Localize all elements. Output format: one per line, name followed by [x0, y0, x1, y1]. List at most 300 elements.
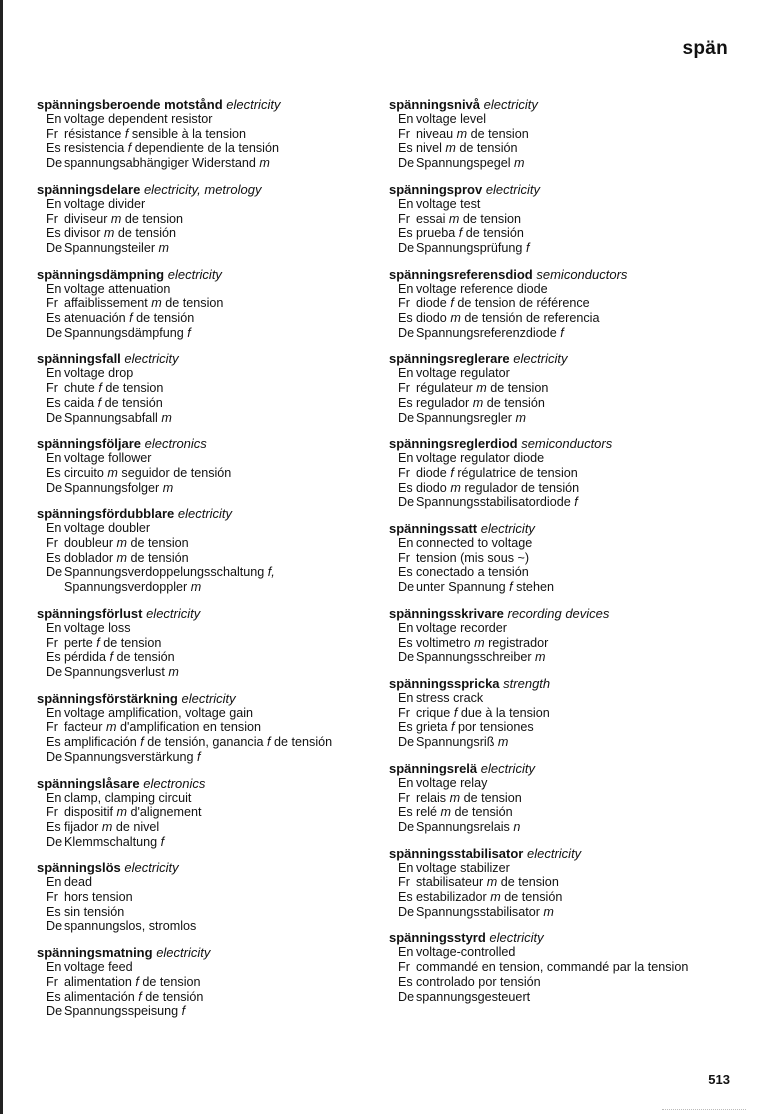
- grammatical-gender: f,: [267, 565, 275, 580]
- translation-term: Spannungsverdoppelungsschaltung: [64, 565, 265, 580]
- entry-term: spänningsrelä: [389, 760, 478, 776]
- translation-continuation: de tension: [105, 381, 164, 396]
- grammatical-gender: f: [453, 705, 458, 720]
- translation-text: [416, 735, 729, 750]
- language-code: Fr: [398, 960, 410, 975]
- language-code: Fr: [398, 296, 410, 311]
- grammatical-gender: m: [486, 875, 498, 890]
- translation-text: [64, 720, 367, 735]
- language-code: De: [46, 834, 63, 849]
- translation-text: [416, 565, 729, 580]
- translation-text: [64, 990, 367, 1005]
- translation-term: Spannungsregler: [416, 410, 512, 425]
- translation-text: [416, 481, 729, 496]
- grammatical-gender: f: [451, 720, 455, 735]
- language-code: En: [398, 196, 414, 211]
- dictionary-entry: [389, 351, 729, 425]
- translation-term: caida: [64, 395, 95, 410]
- translation-text: [64, 665, 367, 680]
- grammatical-gender: m: [106, 720, 117, 735]
- translation-row: [37, 665, 367, 680]
- translation-continuation: de tensión: [459, 141, 518, 156]
- translation-term: prueba: [416, 226, 456, 241]
- language-code: En: [46, 960, 62, 975]
- language-code: En: [46, 451, 62, 466]
- translation-term: spannungslos, stromlos: [64, 919, 197, 934]
- entry-term: spänningsdelare: [37, 181, 141, 197]
- translation-term: voltage attenuation: [64, 281, 171, 296]
- language-code: De: [398, 735, 415, 750]
- language-code: De: [46, 156, 63, 171]
- language-code: En: [46, 620, 62, 635]
- translation-continuation: seguidor de tensión: [121, 465, 232, 480]
- translation-term: tension (mis sous ~): [416, 550, 530, 565]
- grammatical-gender: m: [456, 126, 468, 141]
- entry-headword-line: [389, 676, 729, 691]
- entry-subject-field: electricity: [177, 506, 233, 522]
- entry-headword-line: [37, 606, 367, 621]
- entry-headword-line: [389, 606, 729, 621]
- language-code: Fr: [46, 211, 58, 226]
- translation-term: voltage divider: [64, 196, 146, 211]
- translation-text: [416, 706, 729, 721]
- entry-subject-field: electricity: [146, 605, 201, 621]
- translation-row: [37, 1004, 367, 1019]
- translation-row: [389, 296, 729, 311]
- entry-headword-line: [389, 351, 729, 366]
- translation-text: [416, 990, 729, 1005]
- translation-continuation: de tensión: [465, 226, 524, 241]
- language-code: De: [46, 749, 63, 764]
- language-code: De: [46, 664, 63, 679]
- translation-row: [389, 890, 729, 905]
- translation-text: [64, 621, 367, 636]
- translation-term: facteur: [64, 720, 103, 735]
- translation-text: [416, 650, 729, 665]
- language-code: Es: [46, 904, 61, 919]
- translation-row: [37, 975, 367, 990]
- translation-text: [416, 820, 729, 835]
- translation-term: voltage reference diode: [416, 281, 548, 296]
- grammatical-gender: f: [135, 974, 139, 989]
- translation-row: [389, 791, 729, 806]
- translation-row: [389, 311, 729, 326]
- grammatical-gender: f: [96, 635, 100, 650]
- entry-term: spänningssatt: [389, 521, 478, 537]
- grammatical-gender: m: [535, 650, 546, 665]
- translation-text: [64, 890, 367, 905]
- language-code: Es: [398, 635, 413, 650]
- translation-text: [64, 212, 367, 227]
- dictionary-entry: [389, 606, 729, 665]
- translation-term: diodo: [416, 311, 447, 326]
- grammatical-gender: m: [110, 211, 122, 226]
- translation-text: [64, 835, 367, 850]
- translation-row: [37, 226, 367, 241]
- language-code: Fr: [46, 974, 58, 989]
- language-code: En: [46, 196, 62, 211]
- translation-row: [37, 481, 367, 496]
- entry-headword-line: [389, 267, 729, 282]
- entry-subject-field: electricity: [483, 97, 538, 112]
- translation-continuation: de nivel: [115, 819, 160, 834]
- translation-continuation: d'amplification en tension: [120, 720, 262, 735]
- entry-term: spänningsberoende motstånd: [37, 97, 223, 112]
- translation-row: [389, 127, 729, 142]
- translation-row: [389, 112, 729, 127]
- dictionary-entry: [37, 436, 367, 495]
- language-code: En: [398, 775, 414, 790]
- translation-text: [64, 636, 367, 651]
- language-code: De: [398, 650, 415, 665]
- grammatical-gender: f: [138, 989, 142, 1004]
- translation-text: [64, 112, 367, 127]
- translation-text: [64, 396, 367, 411]
- translation-continuation: d'alignement: [130, 805, 202, 820]
- entry-term: spänningsfördubblare: [37, 506, 175, 522]
- translation-text: [64, 366, 367, 381]
- entry-subject-field: electronics: [144, 436, 207, 452]
- translation-text: [64, 466, 367, 481]
- translation-term: voltage relay: [416, 775, 488, 790]
- language-code: Fr: [46, 296, 58, 311]
- dictionary-entry: [389, 930, 729, 1004]
- translation-row: [37, 919, 367, 934]
- entry-term: spänningsskrivare: [389, 605, 504, 621]
- language-code: Fr: [398, 126, 410, 141]
- language-code: De: [398, 410, 415, 425]
- translation-term: crique: [416, 705, 451, 720]
- translation-term: stabilisateur: [416, 875, 484, 890]
- translation-continuation: régulatrice de tension: [457, 465, 578, 480]
- entry-subject-field: electricity: [156, 945, 211, 961]
- entry-term: spänningsreglerdiod: [389, 436, 518, 452]
- translation-term: alimentación: [64, 989, 135, 1004]
- translation-text: [64, 706, 367, 721]
- grammatical-gender: m: [107, 465, 118, 480]
- translation-text: [416, 156, 729, 171]
- language-code: Fr: [398, 381, 410, 396]
- translation-text: [416, 282, 729, 297]
- translation-text: [64, 975, 367, 990]
- translation-row: [37, 791, 367, 806]
- translation-row: [37, 141, 367, 156]
- translation-row: [389, 706, 729, 721]
- grammatical-gender: m: [103, 226, 115, 241]
- translation-term: alimentation: [64, 974, 132, 989]
- translation-term: essai: [416, 211, 446, 226]
- footer-dotted-rule: [662, 1109, 746, 1110]
- translation-text: [416, 975, 729, 990]
- dictionary-entry: [37, 860, 367, 934]
- right-column: [389, 97, 729, 1015]
- translation-text: [64, 197, 367, 212]
- entry-subject-field: electricity: [480, 760, 535, 776]
- translation-row: [389, 326, 729, 341]
- translation-row: [389, 861, 729, 876]
- language-code: Es: [398, 226, 413, 241]
- translation-text: [416, 945, 729, 960]
- translation-term: stress crack: [416, 690, 484, 705]
- translation-row: [37, 311, 367, 326]
- translation-term: perte: [64, 635, 93, 650]
- grammatical-gender: m: [490, 890, 501, 905]
- dictionary-entry: [37, 945, 367, 1019]
- translation-row: [389, 551, 729, 566]
- translation-term: Spannungsriß: [416, 735, 495, 750]
- language-code: En: [398, 620, 414, 635]
- translation-continuation: de tension: [463, 790, 522, 805]
- translation-term: voltage dependent resistor: [64, 112, 213, 126]
- translation-text: [64, 296, 367, 311]
- grammatical-gender: m: [445, 141, 456, 156]
- grammatical-gender: f: [127, 141, 132, 156]
- entry-term: spänningslös: [37, 860, 121, 876]
- entry-subject-field: strength: [503, 675, 551, 691]
- translation-text: [64, 536, 367, 551]
- entry-headword-line: [389, 436, 729, 451]
- dictionary-entry: [37, 691, 367, 765]
- translation-text: [64, 1004, 367, 1019]
- dictionary-entry: [37, 97, 367, 171]
- translation-row: [389, 212, 729, 227]
- language-code: Es: [398, 805, 413, 820]
- translation-term: régulateur: [416, 381, 473, 396]
- language-code: En: [398, 690, 414, 705]
- grammatical-gender: m: [116, 805, 127, 820]
- entry-headword-line: [37, 182, 367, 197]
- translation-text: [416, 127, 729, 142]
- translation-text: [416, 621, 729, 636]
- translation-text: [64, 750, 367, 765]
- translation-row: [37, 650, 367, 665]
- grammatical-gender: m: [116, 536, 128, 551]
- language-code: En: [398, 366, 414, 381]
- grammatical-gender: m: [450, 311, 461, 326]
- translation-continuation: de tensión: [145, 989, 204, 1004]
- language-code: Fr: [398, 211, 410, 226]
- grammatical-gender: m: [497, 735, 509, 750]
- dictionary-entry: [389, 182, 729, 256]
- translation-text: [416, 551, 729, 566]
- entry-subject-field: electronics: [143, 775, 206, 791]
- language-code: De: [46, 325, 63, 340]
- language-code: Es: [398, 974, 413, 989]
- translation-row: [389, 536, 729, 551]
- grammatical-gender: m: [476, 381, 487, 396]
- translation-row: [37, 127, 367, 142]
- dictionary-entry: [389, 97, 729, 171]
- language-code: Es: [398, 890, 413, 905]
- language-code: Fr: [398, 790, 410, 805]
- language-code: Es: [398, 141, 413, 156]
- language-code: En: [398, 112, 414, 126]
- translation-row: [37, 521, 367, 536]
- translation-continuation: de tension: [103, 635, 162, 650]
- entry-term: spänningslåsare: [37, 775, 140, 791]
- translation-text: [64, 141, 367, 156]
- translation-row: [389, 197, 729, 212]
- translation-continuation: de tensión: [486, 395, 545, 410]
- translation-term: commandé en tension, commandé par la tension: [416, 960, 689, 975]
- translation-term: diode: [416, 296, 447, 311]
- translation-text: [416, 960, 729, 975]
- translation-text: [64, 282, 367, 297]
- translation-continuation: due à la tension: [460, 705, 550, 720]
- entry-subject-field: electricity: [513, 351, 568, 367]
- translation-row: [389, 411, 729, 426]
- translation-term: dispositif: [64, 805, 113, 820]
- grammatical-gender: m: [158, 240, 170, 255]
- translation-text: [64, 735, 367, 750]
- language-code: En: [398, 451, 414, 466]
- translation-row: [37, 905, 367, 920]
- translation-text: [64, 156, 367, 171]
- language-code: De: [46, 919, 63, 934]
- translation-term: conectado a tensión: [416, 565, 529, 580]
- entry-headword-line: [37, 267, 367, 282]
- grammatical-gender: m: [151, 296, 162, 311]
- translation-row: [37, 411, 367, 426]
- translation-text: [416, 396, 729, 411]
- translation-term: Spannungsteiler: [64, 240, 156, 255]
- translation-term: hors tension: [64, 890, 133, 905]
- translation-text: [64, 326, 367, 341]
- translation-row: [37, 565, 367, 594]
- running-header: spän: [682, 38, 728, 59]
- translation-row: [37, 212, 367, 227]
- translation-row: [389, 905, 729, 920]
- dictionary-entry: [37, 182, 367, 256]
- language-code: En: [46, 281, 62, 296]
- translation-continuation: de tensión: [104, 395, 163, 410]
- entry-term: spänningsfall: [37, 351, 121, 367]
- translation-text: [64, 226, 367, 241]
- translation-row: [37, 112, 367, 127]
- page-binding-edge: [0, 0, 3, 1114]
- translation-term: Spannungsabfall: [64, 410, 158, 425]
- translation-row: [389, 481, 729, 496]
- translation-text: [416, 197, 729, 212]
- dictionary-entry: [37, 351, 367, 425]
- translation-continuation: de tensión: [454, 805, 513, 820]
- translation-term: Spannungsfolger: [64, 480, 160, 495]
- translation-text: [64, 451, 367, 466]
- translation-term: spannungsgesteuert: [416, 989, 531, 1004]
- language-code: En: [46, 366, 62, 381]
- left-column: [37, 97, 367, 1030]
- language-code: Es: [46, 395, 61, 410]
- entry-subject-field: electricity: [226, 97, 281, 112]
- translation-term: spannungsabhängiger Widerstand: [64, 156, 256, 171]
- translation-term: controlado por tensión: [416, 974, 541, 989]
- grammatical-gender: f: [140, 735, 144, 750]
- language-code: En: [398, 860, 414, 875]
- grammatical-gender: m: [161, 410, 172, 425]
- translation-continuation: de tensión: [136, 311, 195, 326]
- translation-term: regulador: [416, 395, 470, 410]
- translation-term: Spannungsverstärkung: [64, 749, 194, 764]
- language-code: Es: [398, 311, 413, 326]
- translation-continuation: dependiente de la tensión: [134, 141, 279, 156]
- entry-term: spänningsnivå: [389, 97, 481, 112]
- translation-term: connected to voltage: [416, 536, 533, 551]
- translation-continuation: de tension: [165, 296, 224, 311]
- translation-row: [37, 536, 367, 551]
- entry-subject-field: recording devices: [507, 605, 610, 621]
- translation-text: [416, 212, 729, 227]
- translation-term: voltage level: [416, 112, 487, 126]
- dictionary-entry: [37, 506, 367, 595]
- language-code: Es: [398, 395, 413, 410]
- translation-row: [37, 735, 367, 750]
- entry-subject-field: electricity: [480, 521, 535, 537]
- translation-row: [389, 990, 729, 1005]
- translation-text: [416, 381, 729, 396]
- entry-term: spänningsprov: [389, 181, 483, 197]
- translation-term: voltage regulator diode: [416, 451, 545, 466]
- translation-continuation: de tensión: [504, 890, 563, 905]
- language-code: En: [46, 790, 62, 805]
- language-code: En: [398, 945, 414, 960]
- language-code: Es: [46, 819, 61, 834]
- translation-term: affaiblissement: [64, 296, 148, 311]
- translation-text: [416, 296, 729, 311]
- entry-term: spänningsspricka: [389, 675, 500, 691]
- entry-term: spänningsstyrd: [389, 930, 486, 946]
- grammatical-gender: m: [514, 156, 525, 171]
- language-code: Es: [398, 720, 413, 735]
- translation-row: [37, 636, 367, 651]
- entry-term: spänningsreferensdiod: [389, 266, 533, 282]
- translation-row: [37, 241, 367, 256]
- grammatical-gender: m: [543, 904, 554, 919]
- language-code: Es: [46, 735, 61, 750]
- translation-row: [37, 720, 367, 735]
- translation-row: [389, 691, 729, 706]
- language-code: Fr: [46, 720, 58, 735]
- translation-row: [37, 296, 367, 311]
- grammatical-gender: m: [450, 480, 461, 495]
- translation-row: [389, 636, 729, 651]
- translation-continuation: de tensión: [274, 735, 333, 750]
- grammatical-gender: m: [474, 635, 485, 650]
- entry-term: spänningsreglerare: [389, 351, 510, 367]
- translation-row: [389, 621, 729, 636]
- translation-continuation: de tension: [142, 974, 201, 989]
- translation-row: [37, 366, 367, 381]
- translation-text: [416, 466, 729, 481]
- language-code: De: [46, 410, 63, 425]
- translation-term: voltage drop: [64, 366, 134, 381]
- translation-text: [64, 791, 367, 806]
- translation-term: Spannungsstabilisator: [416, 904, 540, 919]
- language-code: De: [398, 325, 415, 340]
- entry-subject-field: semiconductors: [521, 436, 613, 452]
- translation-row: [389, 776, 729, 791]
- translation-row: [389, 226, 729, 241]
- entry-headword-line: [389, 930, 729, 945]
- translation-text: [64, 481, 367, 496]
- translation-term: Spannungsrelais: [416, 819, 510, 834]
- translation-row: [37, 451, 367, 466]
- translation-text: [64, 127, 367, 142]
- translation-continuation: de tension: [130, 536, 189, 551]
- translation-continuation: regulador de tensión: [464, 480, 580, 495]
- grammatical-gender: f: [181, 1004, 186, 1019]
- translation-continuation: de tension: [500, 875, 559, 890]
- translation-term: sin tensión: [64, 904, 125, 919]
